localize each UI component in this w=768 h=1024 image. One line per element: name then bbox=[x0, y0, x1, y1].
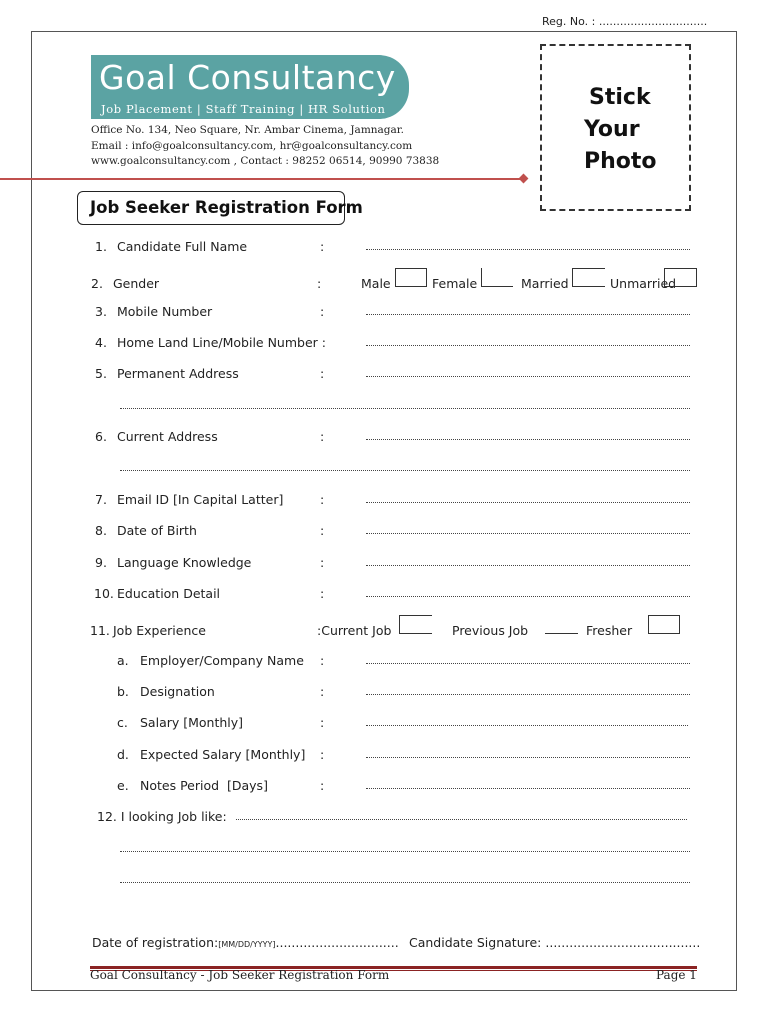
photo-text-photo: Photo bbox=[584, 149, 657, 174]
date-of-birth-input[interactable] bbox=[366, 532, 690, 534]
field-6-colon: : bbox=[320, 429, 325, 444]
employer-input[interactable] bbox=[366, 662, 690, 664]
field-5-number: 5. bbox=[95, 366, 107, 381]
experience-fresher-checkbox[interactable] bbox=[648, 615, 680, 634]
logo-title: Goal Consultancy bbox=[99, 58, 396, 97]
permanent-address-input[interactable] bbox=[366, 375, 690, 377]
field-9-label: Language Knowledge bbox=[117, 555, 252, 570]
registration-date-input[interactable]: ............................... bbox=[275, 935, 399, 950]
field-7-label: Email ID [In Capital Latter] bbox=[117, 492, 284, 507]
field-11a-label: Employer/Company Name bbox=[140, 653, 304, 668]
field-10-colon: : bbox=[320, 586, 325, 601]
contact-address: Office No. 134, Neo Square, Nr. Ambar Cinema, Jamnagar. bbox=[91, 124, 404, 136]
field-8-number: 8. bbox=[95, 523, 107, 538]
job-preference-line2-input[interactable] bbox=[120, 850, 690, 852]
home-phone-input[interactable] bbox=[366, 344, 690, 346]
field-3-label: Mobile Number bbox=[117, 304, 213, 319]
field-5-colon: : bbox=[320, 366, 325, 381]
experience-current-label: :Current Job bbox=[317, 623, 392, 638]
mobile-number-input[interactable] bbox=[366, 313, 690, 315]
header-divider bbox=[0, 178, 525, 180]
field-11e-letter: e. bbox=[117, 778, 129, 793]
current-address-input[interactable] bbox=[366, 438, 690, 440]
status-married-checkbox[interactable] bbox=[572, 268, 605, 287]
registration-date-label bbox=[92, 935, 399, 950]
registration-date-format: [MM/DD/YYYY] bbox=[218, 940, 276, 949]
status-married-label: Married bbox=[521, 276, 569, 291]
field-1-label: Candidate Full Name bbox=[117, 239, 248, 254]
field-1-number: 1. bbox=[95, 239, 107, 254]
field-11d-letter: d. bbox=[117, 747, 129, 762]
field-11a-colon: : bbox=[320, 653, 325, 668]
contact-web-phone: www.goalconsultancy.com , Contact : 98252 06514, 90990 73838 bbox=[91, 155, 440, 167]
field-10-label: Education Detail bbox=[117, 586, 221, 601]
field-2-label: Gender bbox=[113, 276, 160, 291]
field-11c-letter: c. bbox=[117, 715, 128, 730]
field-5-label: Permanent Address bbox=[117, 366, 239, 381]
form-title: Job Seeker Registration Form bbox=[90, 198, 363, 217]
footer-title: Goal Consultancy - Job Seeker Registration Form bbox=[90, 968, 390, 982]
field-7-colon: : bbox=[320, 492, 325, 507]
field-3-number: 3. bbox=[95, 304, 107, 319]
signature-label-text: Candidate Signature: bbox=[409, 935, 542, 950]
status-unmarried-label: Unmarried bbox=[610, 276, 677, 291]
field-11d-colon: : bbox=[320, 747, 325, 762]
current-address-line2-input[interactable] bbox=[120, 469, 690, 471]
experience-fresher-label: Fresher bbox=[586, 623, 633, 638]
field-11e-colon: : bbox=[320, 778, 325, 793]
job-preference-line3-input[interactable] bbox=[120, 881, 690, 883]
reg-no-field[interactable]: Reg. No. : ............................... bbox=[542, 15, 708, 28]
experience-previous-label: Previous Job bbox=[452, 623, 529, 638]
field-11-label: Job Experience bbox=[113, 623, 206, 638]
registration-date-label-text: Date of registration: bbox=[92, 935, 219, 950]
field-3-colon: : bbox=[320, 304, 325, 319]
field-11b-label: Designation bbox=[140, 684, 215, 699]
status-unmarried-checkbox[interactable] bbox=[664, 268, 697, 287]
candidate-name-input[interactable] bbox=[366, 248, 690, 250]
job-preference-input[interactable] bbox=[236, 818, 687, 820]
field-11c-label: Salary [Monthly] bbox=[140, 715, 244, 730]
field-11-number: 11. bbox=[90, 623, 110, 638]
field-6-number: 6. bbox=[95, 429, 107, 444]
field-9-number: 9. bbox=[95, 555, 107, 570]
field-1-colon: : bbox=[320, 239, 325, 254]
expected-salary-input[interactable] bbox=[366, 756, 690, 758]
field-4-label: Home Land Line/Mobile Number : bbox=[117, 335, 326, 350]
company-logo bbox=[91, 55, 409, 119]
field-8-colon: : bbox=[320, 523, 325, 538]
photo-text-your: Your bbox=[584, 117, 640, 142]
permanent-address-line2-input[interactable] bbox=[120, 407, 690, 409]
field-2-colon: : bbox=[317, 276, 322, 291]
footer-page-number: Page 1 bbox=[656, 968, 697, 982]
photo-text-stick: Stick bbox=[589, 85, 651, 110]
field-2-number: 2. bbox=[91, 276, 103, 291]
gender-female-checkbox[interactable] bbox=[481, 268, 513, 287]
signature-input[interactable]: ....................................... bbox=[545, 935, 701, 950]
field-6-label: Current Address bbox=[117, 429, 218, 444]
notice-period-input[interactable] bbox=[366, 787, 690, 789]
experience-current-checkbox[interactable] bbox=[399, 615, 432, 634]
field-12-label: 12. I looking Job like: bbox=[97, 809, 227, 824]
designation-input[interactable] bbox=[366, 693, 690, 695]
field-11b-colon: : bbox=[320, 684, 325, 699]
logo-subtitle: Job Placement | Staff Training | HR Solution bbox=[101, 102, 386, 116]
education-input[interactable] bbox=[366, 595, 690, 597]
field-7-number: 7. bbox=[95, 492, 107, 507]
email-input[interactable] bbox=[366, 501, 690, 503]
field-11a-letter: a. bbox=[117, 653, 129, 668]
field-11c-colon: : bbox=[320, 715, 325, 730]
experience-previous-checkbox[interactable] bbox=[545, 615, 578, 634]
gender-male-label: Male bbox=[361, 276, 391, 291]
gender-female-label: Female bbox=[432, 276, 478, 291]
field-4-number: 4. bbox=[95, 335, 107, 350]
contact-email: Email : info@goalconsultancy.com, hr@goalconsultancy.com bbox=[91, 140, 413, 152]
field-11b-letter: b. bbox=[117, 684, 129, 699]
form-title-box bbox=[77, 191, 363, 225]
language-input[interactable] bbox=[366, 564, 690, 566]
field-9-colon: : bbox=[320, 555, 325, 570]
gender-male-checkbox[interactable] bbox=[395, 268, 427, 287]
field-11e-label: Notes Period [Days] bbox=[140, 778, 268, 793]
field-11d-label: Expected Salary [Monthly] bbox=[140, 747, 306, 762]
salary-input[interactable] bbox=[366, 724, 688, 726]
field-10-number: 10. bbox=[94, 586, 114, 601]
field-8-label: Date of Birth bbox=[117, 523, 197, 538]
signature-label bbox=[409, 935, 700, 950]
